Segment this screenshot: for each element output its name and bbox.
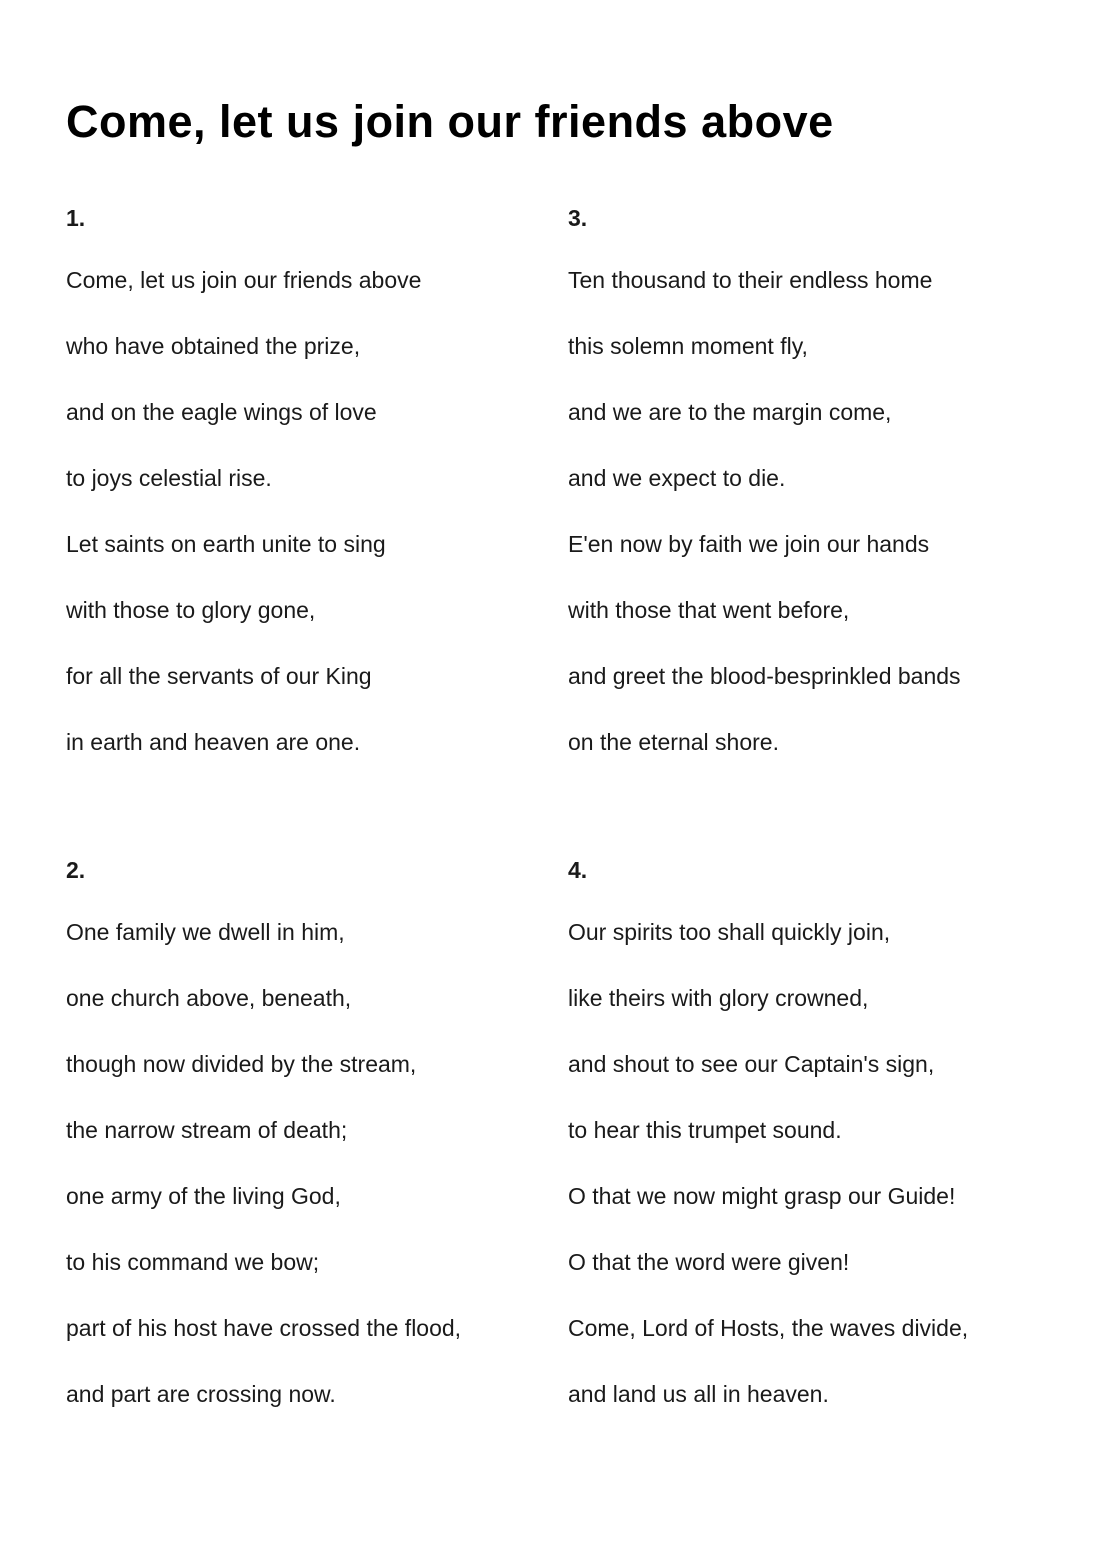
- verse-2: [66, 856, 532, 1408]
- verse-line: for all the servants of our King: [66, 663, 372, 689]
- verse-line: to joys celestial rise.: [66, 465, 272, 491]
- verse-line: who have obtained the prize,: [66, 333, 361, 359]
- page-title: Come, let us join our friends above: [66, 96, 834, 147]
- verse-3-number: 3.: [568, 205, 588, 231]
- verse-line: with those to glory gone,: [66, 597, 316, 623]
- verse-line: this solemn moment fly,: [568, 333, 808, 359]
- verse-line: Ten thousand to their endless home: [568, 267, 933, 293]
- verse-line: one army of the living God,: [66, 1183, 341, 1209]
- verse-line: E'en now by faith we join our hands: [568, 531, 930, 557]
- verse-line: part of his host have crossed the flood,: [66, 1315, 462, 1341]
- verses-grid: [66, 204, 1034, 1408]
- verse-line: Let saints on earth unite to sing: [66, 531, 386, 557]
- verse-line: and we are to the margin come,: [568, 399, 892, 425]
- verse-line: to his command we bow;: [66, 1249, 320, 1275]
- verse-3: [568, 204, 1034, 756]
- verse-4-number: 4.: [568, 857, 588, 883]
- verse-line: in earth and heaven are one.: [66, 729, 361, 755]
- verse-line: Our spirits too shall quickly join,: [568, 919, 891, 945]
- verse-line: and shout to see our Captain's sign,: [568, 1051, 935, 1077]
- verse-line: one church above, beneath,: [66, 985, 352, 1011]
- verse-line: the narrow stream of death;: [66, 1117, 348, 1143]
- verse-line: and we expect to die.: [568, 465, 786, 491]
- verse-line: O that the word were given!: [568, 1249, 850, 1275]
- verse-line: and greet the blood-besprinkled bands: [568, 663, 961, 689]
- verse-line: Come, Lord of Hosts, the waves divide,: [568, 1315, 969, 1341]
- verse-line: and part are crossing now.: [66, 1381, 336, 1407]
- verse-line: Come, let us join our friends above: [66, 267, 422, 293]
- verse-line: and on the eagle wings of love: [66, 399, 377, 425]
- verse-1: [66, 204, 532, 756]
- verse-2-number: 2.: [66, 857, 86, 883]
- verse-line: like theirs with glory crowned,: [568, 985, 869, 1011]
- verse-line: to hear this trumpet sound.: [568, 1117, 842, 1143]
- verse-line: though now divided by the stream,: [66, 1051, 417, 1077]
- verse-line: with those that went before,: [568, 597, 850, 623]
- verse-4: [568, 856, 1034, 1408]
- verse-1-number: 1.: [66, 205, 86, 231]
- verse-line: on the eternal shore.: [568, 729, 779, 755]
- verse-line: O that we now might grasp our Guide!: [568, 1183, 956, 1209]
- verse-line: One family we dwell in him,: [66, 919, 345, 945]
- verse-line: and land us all in heaven.: [568, 1381, 829, 1407]
